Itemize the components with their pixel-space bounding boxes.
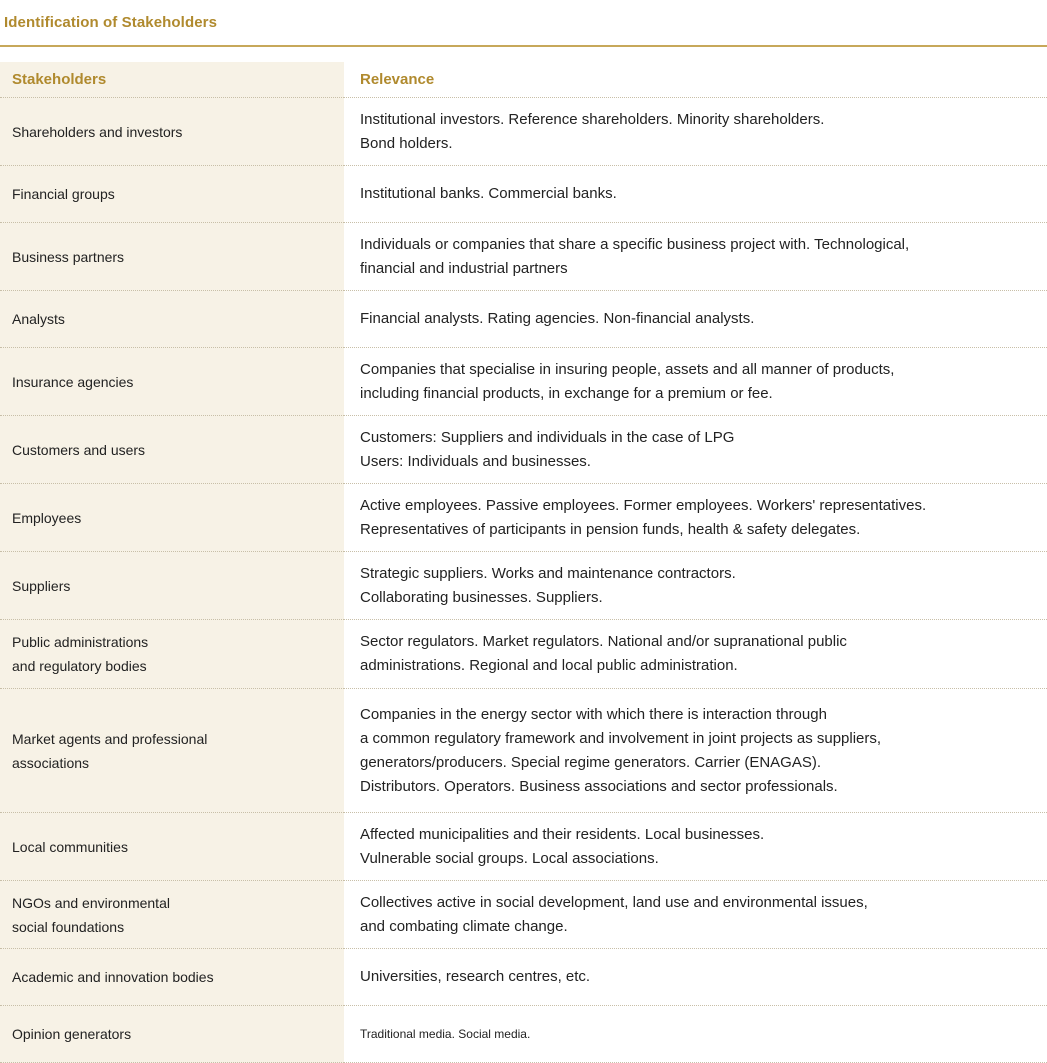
- relevance-cell: [344, 813, 1047, 881]
- relevance-text: Collectives active in social development, land use and environmental issues,: [360, 893, 868, 911]
- relevance-text: Companies that specialise in insuring people, assets and all manner of products,: [360, 360, 895, 378]
- relevance-cell: [344, 291, 1047, 348]
- relevance-text: Companies in the energy sector with which there is interaction through: [360, 705, 827, 723]
- stakeholder-cell: [0, 689, 344, 813]
- relevance-cell: [344, 98, 1047, 166]
- stakeholder-cell: [0, 813, 344, 881]
- table-row: [0, 552, 1047, 620]
- relevance-text: Collaborating businesses. Suppliers.: [360, 588, 603, 606]
- relevance-text: and combating climate change.: [360, 917, 568, 935]
- relevance-text: a common regulatory framework and involvement in joint projects as suppliers,: [360, 729, 882, 747]
- table-row: [0, 416, 1047, 484]
- relevance-text: Institutional investors. Reference shareholders. Minority shareholders.: [360, 110, 825, 128]
- table-row: [0, 689, 1047, 813]
- stakeholder-cell: [0, 484, 344, 552]
- table-row: [0, 949, 1047, 1006]
- relevance-text: Universities, research centres, etc.: [360, 968, 591, 985]
- stakeholder-text: Financial groups: [12, 186, 115, 202]
- relevance-text: Distributors. Operators. Business associations and sector professionals.: [360, 777, 838, 795]
- stakeholder-cell: [0, 291, 344, 348]
- stakeholder-text: Insurance agencies: [12, 373, 134, 390]
- relevance-cell: [344, 348, 1047, 416]
- stakeholder-text: Shareholders and investors: [12, 123, 183, 140]
- relevance-cell: [344, 949, 1047, 1006]
- stakeholder-text: associations: [12, 754, 90, 771]
- table-row: [0, 98, 1047, 166]
- relevance-cell: [344, 416, 1047, 484]
- header-relevance: Relevance: [344, 62, 1047, 98]
- stakeholder-text: NGOs and environmental: [12, 894, 170, 911]
- stakeholder-text: Business partners: [12, 248, 125, 265]
- relevance-text: Active employees. Passive employees. Former employees. Workers' representatives.: [360, 496, 927, 514]
- relevance-text: Financial analysts. Rating agencies. Non-financial analysts.: [360, 310, 755, 327]
- stakeholder-cell: [0, 166, 344, 223]
- relevance-text: Vulnerable social groups. Local associations.: [360, 849, 659, 867]
- table-row: [0, 813, 1047, 881]
- relevance-text: Bond holders.: [360, 134, 453, 152]
- relevance-text: Affected municipalities and their residents. Local businesses.: [360, 825, 765, 843]
- stakeholder-text: Employees: [12, 509, 82, 526]
- relevance-text: financial and industrial partners: [360, 259, 568, 277]
- stakeholder-text: social foundations: [12, 918, 125, 935]
- stakeholder-cell: [0, 98, 344, 166]
- stakeholder-text: Academic and innovation bodies: [12, 969, 214, 985]
- relevance-text: Traditional media. Social media.: [360, 1027, 531, 1041]
- document-title: Identification of Stakeholders: [4, 14, 218, 31]
- stakeholder-text: and regulatory bodies: [12, 658, 147, 674]
- stakeholder-text: Local communities: [12, 838, 128, 855]
- relevance-text: Strategic suppliers. Works and maintenance contractors.: [360, 564, 736, 582]
- stakeholder-cell: [0, 949, 344, 1006]
- relevance-text: Customers: Suppliers and individuals in the case of LPG: [360, 428, 735, 446]
- stakeholders-table: [0, 62, 1047, 1063]
- relevance-text: Individuals or companies that share a specific business project with. Technological,: [360, 235, 910, 253]
- stakeholder-cell: [0, 223, 344, 291]
- relevance-text: Institutional banks. Commercial banks.: [360, 185, 617, 202]
- relevance-cell: [344, 881, 1047, 949]
- table-row: [0, 620, 1047, 689]
- title-divider: [0, 45, 1047, 47]
- table-row: [0, 223, 1047, 291]
- stakeholder-text: Public administrations: [12, 634, 149, 650]
- table-row: [0, 881, 1047, 949]
- stakeholder-text: Market agents and professional: [12, 730, 208, 747]
- stakeholder-cell: [0, 552, 344, 620]
- stakeholder-text: Opinion generators: [12, 1026, 132, 1042]
- relevance-cell: [344, 166, 1047, 223]
- relevance-cell: [344, 484, 1047, 552]
- relevance-text: Users: Individuals and businesses.: [360, 452, 591, 470]
- table-row: [0, 348, 1047, 416]
- relevance-cell: [344, 689, 1047, 813]
- stakeholder-text: Customers and users: [12, 441, 146, 458]
- stakeholder-cell: [0, 620, 344, 689]
- stakeholder-cell: [0, 416, 344, 484]
- stakeholder-text: Analysts: [12, 311, 65, 327]
- stakeholder-cell: [0, 348, 344, 416]
- table-row: [0, 1006, 1047, 1063]
- relevance-cell: [344, 1006, 1047, 1063]
- stakeholder-cell: [0, 881, 344, 949]
- relevance-cell: [344, 552, 1047, 620]
- table-row: [0, 166, 1047, 223]
- relevance-text: administrations. Regional and local public administration.: [360, 657, 738, 674]
- stakeholder-cell: [0, 1006, 344, 1063]
- relevance-text: Sector regulators. Market regulators. National and/or supranational public: [360, 633, 847, 650]
- stakeholder-text: Suppliers: [12, 577, 71, 594]
- table-header-row: [0, 62, 1047, 98]
- header-stakeholders: Stakeholders: [0, 62, 344, 98]
- relevance-text: generators/producers. Special regime generators. Carrier (ENAGAS).: [360, 753, 822, 771]
- table-row: [0, 291, 1047, 348]
- relevance-cell: [344, 620, 1047, 689]
- relevance-text: Representatives of participants in pension funds, health & safety delegates.: [360, 520, 861, 538]
- table-row: [0, 484, 1047, 552]
- relevance-cell: [344, 223, 1047, 291]
- relevance-text: including financial products, in exchange for a premium or fee.: [360, 384, 773, 402]
